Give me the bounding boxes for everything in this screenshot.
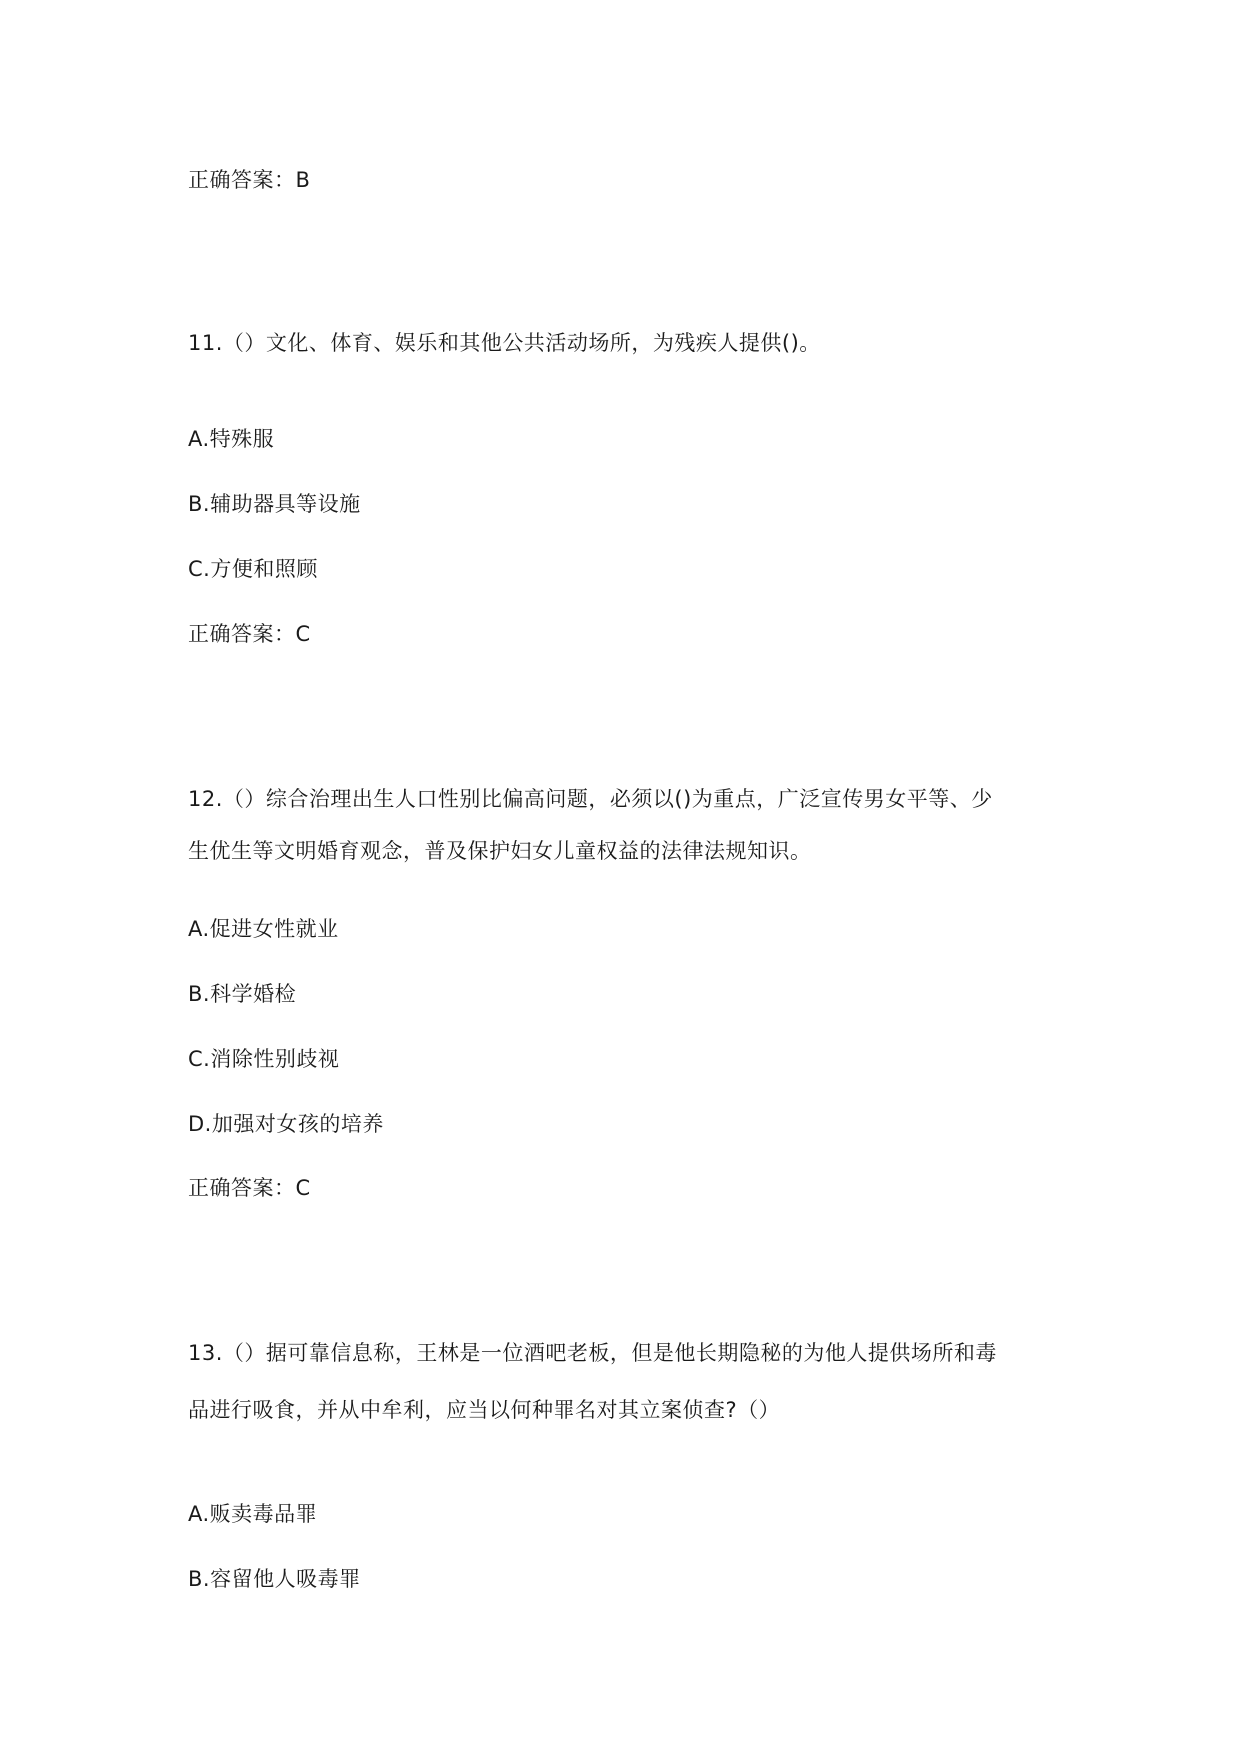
option-d: D.加强对女孩的培养 [188, 1112, 384, 1136]
question-text-line-1: 12.（）综合治理出生人口性别比偏高问题，必须以()为重点，广泛宣传男女平等、少 [188, 787, 993, 811]
question-text-line-2: 品进行吸食，并从中牟利，应当以何种罪名对其立案侦查?（） [188, 1398, 781, 1422]
option-a: A.促进女性就业 [188, 917, 339, 941]
option-b: B.容留他人吸毒罪 [188, 1567, 361, 1591]
option-b: B.科学婚检 [188, 982, 297, 1006]
option-a: A.贩卖毒品罪 [188, 1502, 318, 1526]
option-a: A.特殊服 [188, 427, 275, 451]
answer: 正确答案：C [188, 622, 311, 646]
option-b: B.辅助器具等设施 [188, 492, 361, 516]
question-text-line-2: 生优生等文明婚育观念，普及保护妇女儿童权益的法律法规知识。 [188, 839, 812, 863]
answer: 正确答案：C [188, 1176, 311, 1200]
prev-answer: 正确答案：B [188, 168, 311, 192]
question-text: 11.（）文化、体育、娱乐和其他公共活动场所，为残疾人提供()。 [188, 331, 821, 355]
question-text-line-1: 13.（）据可靠信息称，王林是一位酒吧老板，但是他长期隐秘的为他人提供场所和毒 [188, 1341, 997, 1365]
option-c: C.方便和照顾 [188, 557, 318, 581]
option-c: C.消除性别歧视 [188, 1047, 340, 1071]
